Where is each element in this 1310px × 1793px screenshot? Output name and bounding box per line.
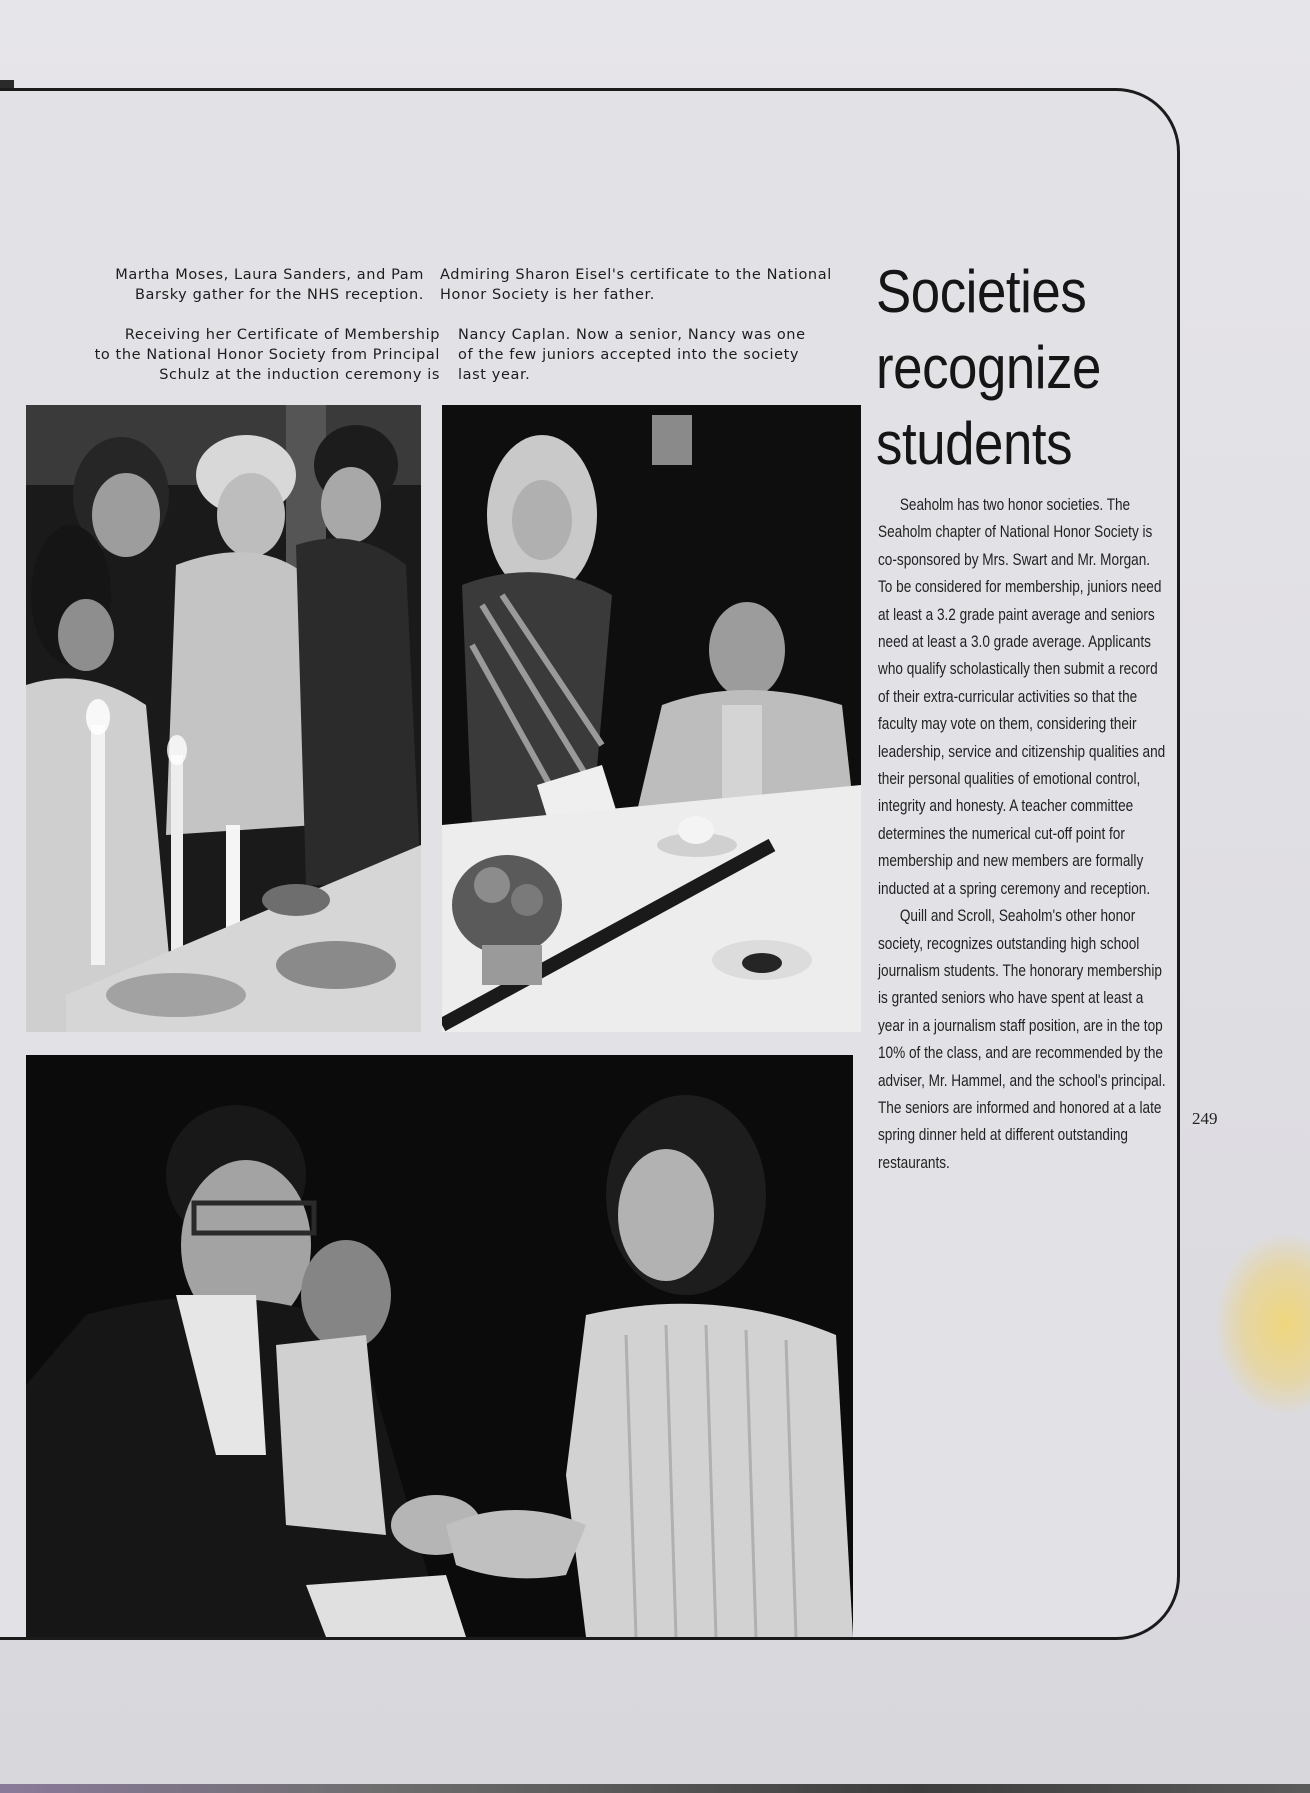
caption-induction-right: [458, 325, 858, 385]
body-paragraph: Seaholm has two honor societies. The Seaholm chapter of National Honor Society is co-sponsored by Mrs. Swart and Mr. Morgan. To be considered for membership, juniors need at least a 3.2 grade paint average and seniors need at least a 3.0 grade average. Applicants who qualify scholastically then submit a record of their extra-curricular activities so that the faculty may vote on them, considering their leadership, service and citizenship qualities and their personal qualities of emotional control, integrity and honesty. A teacher committee determines the numerical cut-off point for membership and new members are formally inducted at a spring ceremony and reception.: [878, 496, 1166, 898]
caption-line: Receiving her Certificate of Membership: [124, 327, 440, 343]
light-glare: [1216, 1234, 1310, 1414]
bottom-edge: [0, 1784, 1310, 1793]
caption-line: Honor Society is her father.: [440, 287, 655, 303]
caption-line: last year.: [458, 367, 531, 383]
headline: [876, 254, 1131, 482]
caption-line: Martha Moses, Laura Sanders, and Pam: [115, 267, 424, 283]
photo-handshake: [26, 1055, 853, 1637]
caption-certificate: [440, 265, 870, 305]
photo-reception: [26, 405, 421, 1032]
body-paragraph: Quill and Scroll, Seaholm's other honor society, recognizes outstanding high school journalism students. The honorary membership is granted seniors who have spent at least a year in a journalism staff position, are in the top 10% of the class, and are recommended by the adviser, Mr. Hammel, and the school's principal. The seniors are informed and honored at a late spring dinner held at different outstanding restaurants.: [878, 907, 1166, 1172]
article-body: [878, 492, 1168, 1177]
headline-line: students: [876, 410, 1073, 477]
headline-line: Societies: [876, 258, 1087, 325]
photo-certificate: [442, 405, 861, 1032]
caption-line: to the National Honor Society from Principal: [94, 347, 440, 363]
caption-line: Schulz at the induction ceremony is: [159, 367, 440, 383]
caption-line: Barsky gather for the NHS reception.: [134, 287, 424, 303]
page-number: 249: [1192, 1109, 1218, 1128]
caption-line: of the few juniors accepted into the society: [458, 347, 800, 363]
caption-induction-left: [30, 325, 440, 385]
caption-line: Nancy Caplan. Now a senior, Nancy was one: [458, 327, 806, 343]
caption-reception: [40, 265, 424, 305]
caption-line: Admiring Sharon Eisel's certificate to the National: [440, 267, 832, 283]
headline-line: recognize: [876, 334, 1101, 401]
